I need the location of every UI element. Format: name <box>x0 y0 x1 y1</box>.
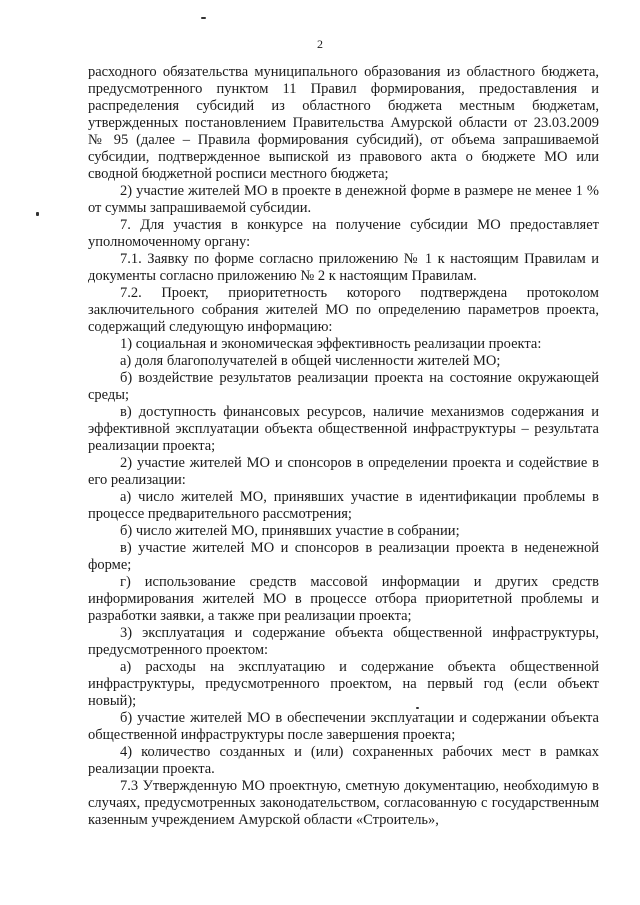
page-number: 2 <box>317 37 323 51</box>
list-item-3b: б) участие жителей МО в обеспечении эксплуатации и содержании объекта общественной инфраструктуры после завершения проекта; <box>88 710 599 743</box>
paragraph-continuation: расходного обязательства муниципального образования из областного бюджета, предусмотренного пунктом 11 Правил формирования, предоставления и распределения субсидий из областного бюджета местным бюджетам, утвержденных постановлением Правительства Амурской области от 23.03.2009 № 95 (далее – Правила формирования субсидий), от объема запрашиваемой субсидии, подтвержденное выпиской из правового акта о бюджете МО или сводной бюджетной росписи местного бюджета; <box>88 64 599 182</box>
list-item-3a: а) расходы на эксплуатацию и содержание объекта общественной инфраструктуры, предусмотренного проектом, на первый год (если объект новый); <box>88 659 599 709</box>
list-item-3: 3) эксплуатация и содержание объекта общественной инфраструктуры, предусмотренного проектом: <box>88 625 599 658</box>
document-body <box>88 64 599 829</box>
list-item-1c: в) доступность финансовых ресурсов, наличие механизмов содержания и эффективной эксплуатации объекта общественной инфраструктуры – результата реализации проекта; <box>88 404 599 454</box>
list-item-2c: в) участие жителей МО и спонсоров в реализации проекта в неденежной форме; <box>88 540 599 573</box>
list-item-4: 4) количество созданных и (или) сохраненных рабочих мест в рамках реализации проекта. <box>88 744 599 777</box>
scan-speck <box>36 212 39 216</box>
paragraph-7-3: 7.3 Утвержденную МО проектную, сметную документацию, необходимую в случаях, предусмотренных законодательством, согласованную с государственным казенным учреждением Амурской области «Строитель», <box>88 778 599 828</box>
paragraph-section-7: 7. Для участия в конкурсе на получение субсидии МО предоставляет уполномоченному органу: <box>88 217 599 250</box>
list-item-2d: г) использование средств массовой информации и других средств информирования жителей МО в процессе отбора приоритетной проблемы и разработки заявки, а также при реализации проекта; <box>88 574 599 624</box>
list-item-2b: б) число жителей МО, принявших участие в собрании; <box>120 523 460 539</box>
paragraph-7-2: 7.2. Проект, приоритетность которого подтверждена протоколом заключительного собрания жителей МО по определению параметров проекта, содержащий следующую информацию: <box>88 285 599 335</box>
list-item-1a: а) доля благополучателей в общей численности жителей МО; <box>120 353 501 369</box>
list-item-2: 2) участие жителей МО и спонсоров в определении проекта и содействие в его реализации: <box>88 455 599 488</box>
list-item-1b: б) воздействие результатов реализации проекта на состояние окружающей среды; <box>88 370 599 403</box>
paragraph-7-1: 7.1. Заявку по форме согласно приложению № 1 к настоящим Правилам и документы согласно приложению № 2 к настоящим Правилам. <box>88 251 599 284</box>
list-item-2a: а) число жителей МО, принявших участие в идентификации проблемы в процессе предварительного рассмотрения; <box>88 489 599 522</box>
scan-speck <box>201 17 206 19</box>
list-item-1: 1) социальная и экономическая эффективность реализации проекта: <box>120 336 542 352</box>
paragraph-item-2-participation: 2) участие жителей МО в проекте в денежной форме в размере не менее 1 % от суммы запрашиваемой субсидии. <box>88 183 599 216</box>
